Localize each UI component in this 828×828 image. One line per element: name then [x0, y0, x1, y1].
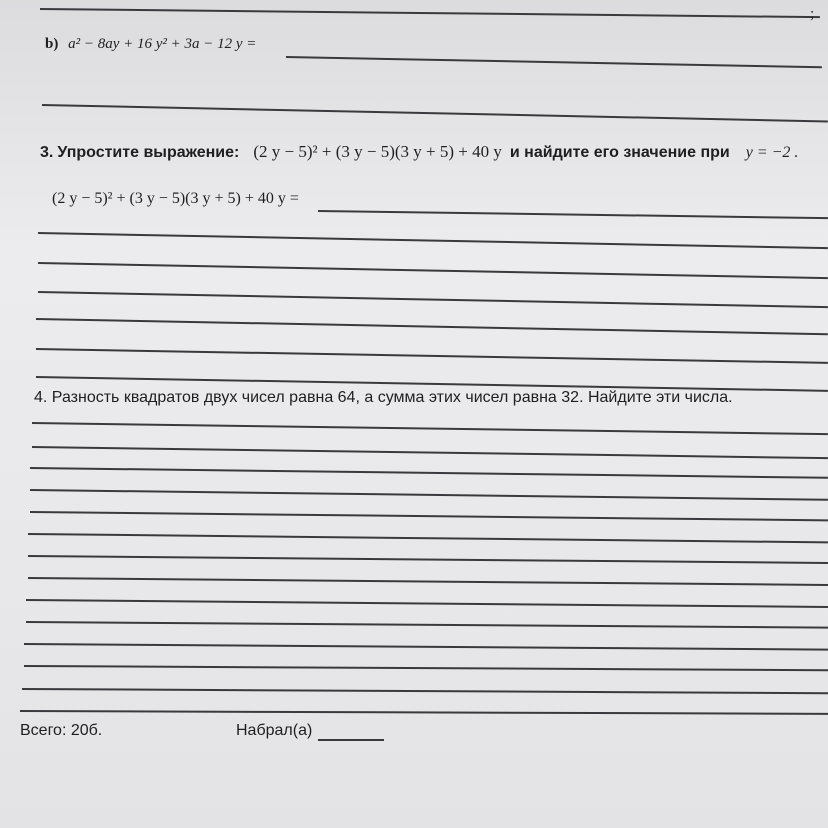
- line-end-semicolon: ;: [810, 6, 815, 22]
- answer-line: [22, 688, 828, 694]
- task4-number: 4.: [34, 389, 48, 406]
- answer-line: [32, 446, 828, 459]
- score-blank-line: [318, 739, 384, 741]
- answer-line: [30, 467, 828, 478]
- answer-line: [28, 555, 828, 563]
- answer-line: [36, 348, 828, 363]
- answer-line: [42, 104, 828, 122]
- item-b: [45, 36, 256, 53]
- answer-line: [26, 599, 828, 607]
- scored-label: Набрал(а): [236, 722, 313, 739]
- answer-line: [32, 422, 828, 435]
- answer-line: [28, 577, 828, 585]
- answer-line: [40, 8, 820, 18]
- answer-line: [24, 643, 828, 650]
- answer-line: [24, 665, 828, 671]
- answer-line: [38, 291, 828, 308]
- total-points: Всего: 20б.: [20, 722, 103, 739]
- answer-line: [286, 56, 822, 68]
- answer-line: [38, 262, 828, 279]
- answer-line: [30, 511, 828, 521]
- answer-line: [26, 621, 828, 628]
- task4-row: [34, 389, 733, 407]
- item-b-expression: a² − 8ay + 16 y² + 3a − 12 y =: [68, 36, 257, 52]
- task3-connector: и найдите его значение при: [509, 144, 730, 161]
- answer-line: [36, 318, 828, 335]
- task3-number: 3.: [40, 144, 54, 161]
- task3-condition: y = −2 .: [745, 144, 799, 161]
- task3-heading-row: [40, 142, 798, 162]
- task3-answer-prompt: (2 y − 5)² + (3 y − 5)(3 y + 5) + 40 y =: [52, 190, 299, 207]
- task3-heading: Упростите выражение:: [57, 144, 240, 161]
- answer-line: [20, 710, 828, 714]
- answer-line: [318, 210, 828, 219]
- answer-line: [38, 232, 828, 249]
- task3-expression: (2 y − 5)² + (3 y − 5)(3 y + 5) + 40 y: [253, 142, 502, 161]
- item-b-label: b): [45, 36, 59, 52]
- answer-line: [30, 489, 828, 500]
- task4-text: Разность квадратов двух чисел равна 64, а сумма этих чисел равна 32. Найдите эти числа.: [51, 389, 733, 406]
- answer-line: [28, 533, 828, 543]
